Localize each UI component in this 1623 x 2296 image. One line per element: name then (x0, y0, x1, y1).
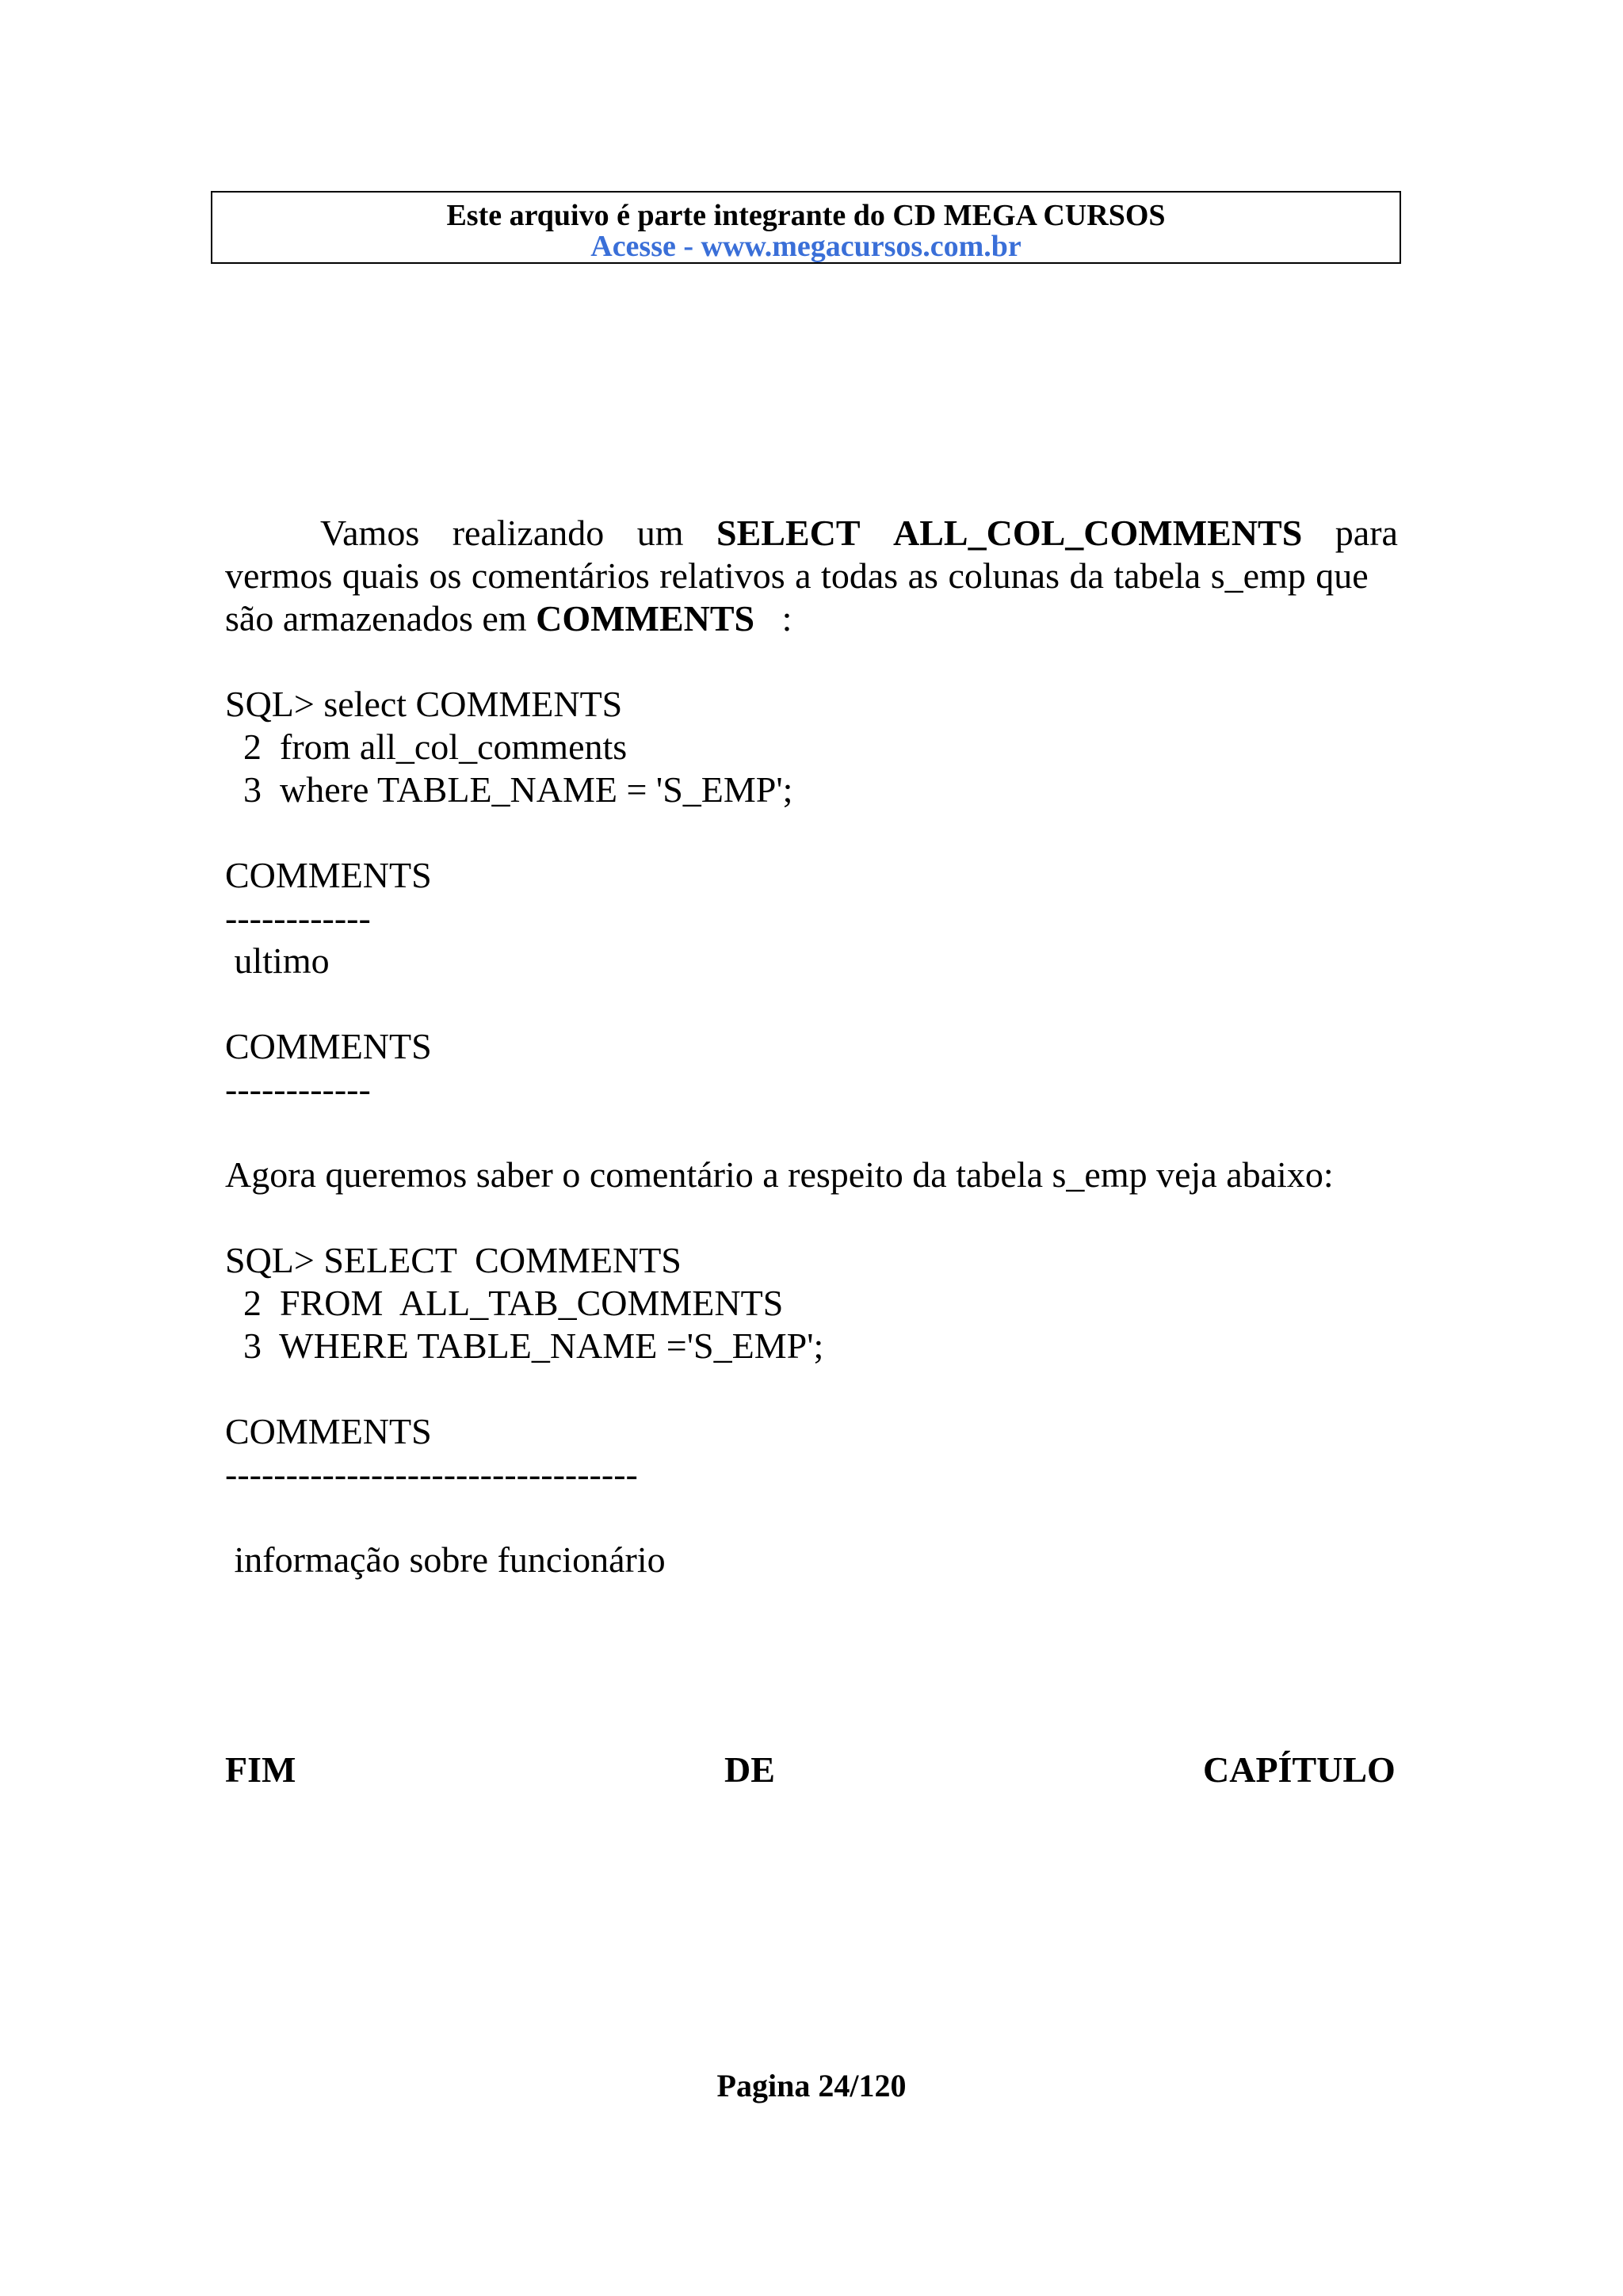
query2-line-2: 2 FROM ALL_TAB_COMMENTS (225, 1283, 784, 1323)
query2-line-1: SQL> SELECT COMMENTS (225, 1240, 682, 1280)
intro-row-2: vermos quais os comentários relativos a todas as colunas da tabela s_emp que (225, 555, 1369, 596)
query1-line-1: SQL> select COMMENTS (225, 684, 623, 724)
ending-word-de: DE (724, 1749, 775, 1790)
ending-word-fim: FIM (225, 1749, 296, 1790)
intro-word: um (636, 513, 684, 553)
result1-header: COMMENTS (225, 855, 432, 895)
page-number: Pagina 24/120 (716, 2068, 907, 2103)
header-title: Este arquivo é parte integrante do CD MEGA CURSOS (446, 199, 1166, 232)
result3-separator: ---------------------------------- (225, 1454, 638, 1494)
ending-word-capitulo: CAPÍTULO (1203, 1749, 1396, 1790)
query1-line-3: 3 where TABLE_NAME = 'S_EMP'; (225, 769, 793, 810)
intro-word: realizando (452, 513, 605, 553)
query1-line-2: 2 from all_col_comments (225, 727, 628, 767)
intro-text: : (754, 598, 792, 639)
intro-row-1 (225, 512, 1398, 555)
intro-row-3 (225, 597, 792, 640)
header-box (211, 191, 1401, 264)
intro-keyword: SELECT (716, 513, 861, 553)
query2-line-3: 3 WHERE TABLE_NAME ='S_EMP'; (225, 1325, 824, 1366)
result3-header: COMMENTS (225, 1411, 432, 1451)
result1-separator: ------------ (225, 898, 371, 938)
intro-text: são armazenados em (225, 598, 537, 639)
result1-value: ultimo (225, 940, 330, 981)
result2-separator: ------------ (225, 1069, 371, 1109)
header-link[interactable]: Acesse - www.megacursos.com.br (590, 230, 1022, 263)
result3-value: informação sobre funcionário (225, 1539, 666, 1580)
agora-paragraph: Agora queremos saber o comentário a respeito da tabela s_emp veja abaixo: (225, 1154, 1334, 1195)
intro-keyword: COMMENTS (536, 598, 755, 639)
result2-header: COMMENTS (225, 1026, 432, 1066)
intro-word: Vamos (320, 513, 420, 553)
intro-word: para (1335, 513, 1398, 553)
intro-paragraph (225, 512, 1398, 555)
intro-keyword: ALL_COL_COMMENTS (893, 513, 1303, 553)
